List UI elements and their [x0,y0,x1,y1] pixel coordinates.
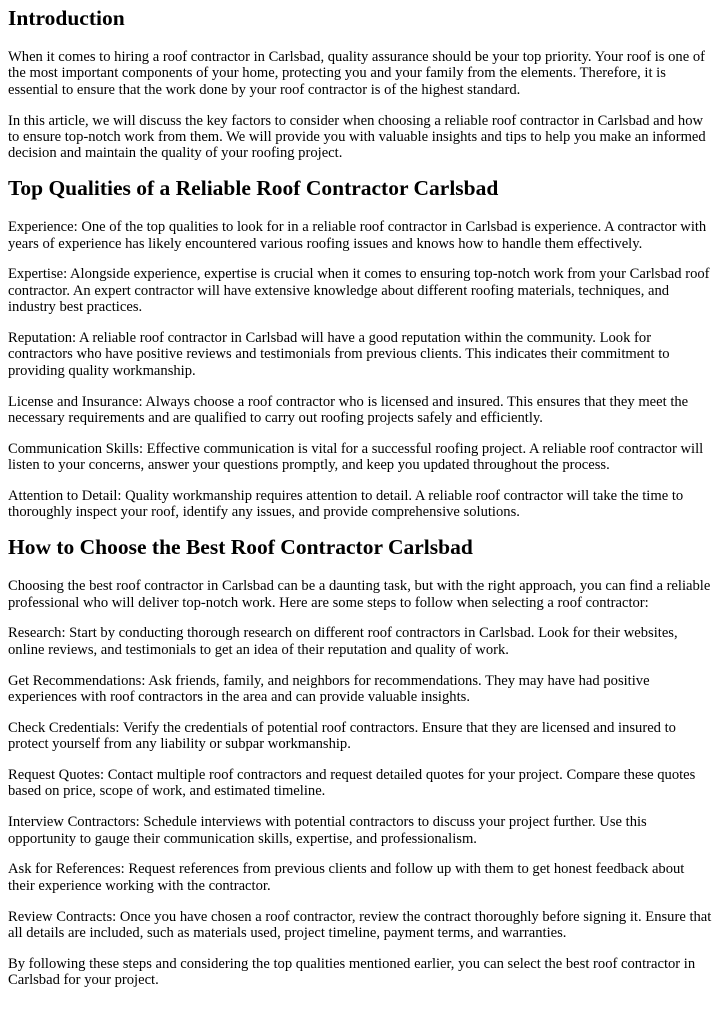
intro-paragraph: When it comes to hiring a roof contractor in Carlsbad, quality assurance should be your top priority. Your roof is one of the most important components of your home, protecting you and your family from the elements. Therefore, it is essential to ensure that the work done by your roof contractor is of the highest standard. [8,49,705,98]
qualities-heading: Top Qualities of a Reliable Roof Contractor Carlsbad [8,176,499,201]
choose-paragraph: Review Contracts: Once you have chosen a roof contractor, review the contract thoroughly before signing it. Ensure that all details are included, such as materials used, project timeline, payment terms, and warranties. [8,908,712,942]
choose-paragraph: Interview Contractors: Schedule interviews with potential contractors to discuss your project further. Use this opportunity to gauge their communication skills, expertise, and professionalism. [8,814,647,847]
quality-paragraph: Attention to Detail: Quality workmanship requires attention to detail. A reliable roof contractor will take the time to thoroughly inspect your roof, identify any issues, and provide comprehensive solutions. [8,488,684,521]
intro-heading: Introduction [8,6,125,30]
choose-paragraph: Choosing the best roof contractor in Carlsbad can be a daunting task, but with the right approach, you can find a reliable professional who will deliver top-notch work. Here are some steps to follow when selecting a roof contractor: [8,578,711,611]
quality-paragraph: Communication Skills: Effective communication is vital for a successful roofing project. A reliable roof contractor will listen to your concerns, answer your questions promptly, and keep you updated throughout the process. [8,440,704,474]
intro-section [8,6,712,162]
choose-paragraph: Request Quotes: Contact multiple roof contractors and request detailed quotes for your project. Compare these quotes based on price, scope of work, and estimated timeline. [8,767,696,800]
quality-paragraph: Experience: One of the top qualities to look for in a reliable roof contractor in Carlsbad is experience. A contractor with years of experience has likely encountered various roofing issues and knows how to handle them effectively. [8,219,707,252]
quality-paragraph: Reputation: A reliable roof contractor in Carlsbad will have a good reputation within the community. Look for contractors who have positive reviews and testimonials from previous clients. This indicates their commitment to providing quality workmanship. [8,330,670,379]
choose-section [8,535,712,988]
intro-paragraph: In this article, we will discuss the key factors to consider when choosing a reliable roof contractor in Carlsbad and how to ensure top-notch work from them. We will provide you with valuable insights and tips to help you make an informed decision and maintain the quality of your roofing project. [8,112,706,162]
choose-paragraph: Research: Start by conducting thorough research on different roof contractors in Carlsbad. Look for their websites, online reviews, and testimonials to get an idea of their reputation and quality of work. [8,625,678,658]
quality-paragraph: Expertise: Alongside experience, expertise is crucial when it comes to ensuring top-notch work from your Carlsbad roof contractor. An expert contractor will have extensive knowledge about different roofing materials, techniques, and industry best practices. [8,266,710,316]
choose-paragraph: By following these steps and considering the top qualities mentioned earlier, you can select the best roof contractor in Carlsbad for your project. [8,955,696,989]
article [0,6,720,989]
choose-paragraph: Ask for References: Request references from previous clients and follow up with them to get honest feedback about their experience working with the contractor. [8,861,685,894]
choose-paragraph: Check Credentials: Verify the credentials of potential roof contractors. Ensure that they are licensed and insured to protect yourself from any liability or subpar workmanship. [8,719,676,753]
choose-paragraph: Get Recommendations: Ask friends, family, and neighbors for recommendations. They may have had positive experiences with roof contractors in the area and can provide valuable insights. [8,672,650,706]
choose-heading: How to Choose the Best Roof Contractor Carlsbad [8,535,473,560]
qualities-section [8,176,712,521]
quality-paragraph: License and Insurance: Always choose a roof contractor who is licensed and insured. This ensures that they meet the necessary requirements and are qualified to carry out roofing projects safely and efficiently. [8,393,689,427]
